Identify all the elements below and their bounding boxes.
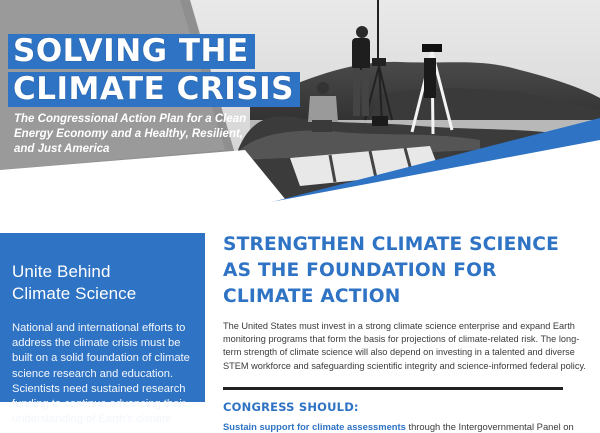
divider-rule	[223, 387, 563, 390]
sidebar-heading-line-1: Unite Behind	[12, 262, 111, 281]
action-text: through the Intergovernmental Panel on	[405, 420, 574, 432]
section-heading: STRENGTHEN CLIMATE SCIENCE AS THE FOUNDATION FOR CLIMATE ACTION	[223, 234, 560, 307]
action-item	[223, 420, 588, 433]
sidebar-panel	[0, 233, 205, 426]
title-line-2: CLIMATE CRISIS	[8, 72, 300, 107]
action-emphasis: Sustain support for climate assessments	[223, 420, 406, 432]
main-column	[223, 232, 588, 433]
sidebar-body-text: National and international efforts to address the climate crisis must be built on a solid foundation of climate science research and education. Scientists need sustained research funding to continue advancing their understanding of Earth's climate	[12, 322, 190, 426]
section-body-text: The United States must invest in a strong climate science enterprise and expand Earth monitoring programs that form the basis for projections of climate-related risk. The long-term strength of climate science will also depend on investing in a talented and diverse STEM workforce and safeguarding scientific integrity and science-informed federal policy.	[223, 321, 586, 371]
sidebar-heading-line-2: Climate Science	[12, 284, 137, 303]
title-block	[8, 34, 300, 107]
title-line-1: SOLVING THE	[8, 34, 255, 69]
sidebar-heading	[12, 261, 193, 305]
subtitle: The Congressional Action Plan for a Clean Energy Economy and a Healthy, Resilient, and Just America	[14, 113, 247, 155]
congress-should-label: CONGRESS SHOULD:	[223, 399, 359, 414]
header-banner	[0, 0, 600, 205]
